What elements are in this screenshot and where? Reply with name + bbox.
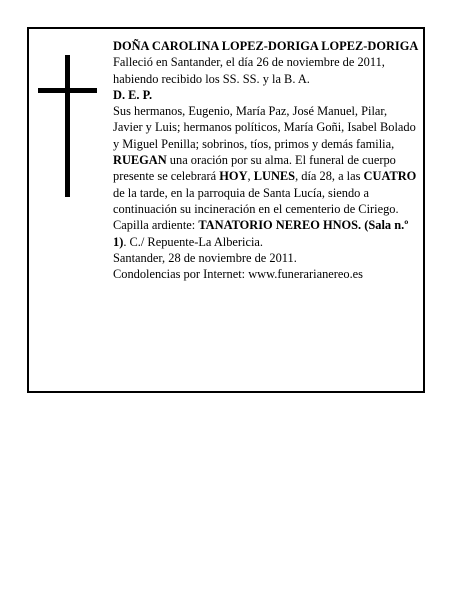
request-text-4: de la tarde, en la parroquia de Santa Lucía, siendo a continuación su incineración en el cementerio de Ciriego. Capilla ardiente: <box>113 185 399 233</box>
cross-icon <box>65 55 70 197</box>
condolences-line: Condolencias por Internet: www.funerarianereo.es <box>113 267 364 282</box>
obituary-text <box>113 38 419 282</box>
deceased-name: DOÑA CAROLINA LOPEZ-DORIGA LOPEZ-DORIGA <box>113 39 419 53</box>
hoy-word: HOY <box>219 169 248 184</box>
death-statement: Falleció en Santander, el día 26 de noviembre de 2011, habiendo recibido los SS. SS. y la B. A. <box>113 55 385 86</box>
tanatorio-name: TANATORIO NEREO HNOS. (Sala n.º 1) <box>113 218 409 249</box>
rip-line: D. E. P. <box>113 87 153 102</box>
request-paragraph <box>113 152 419 250</box>
cuatro-word: CUATRO <box>363 169 417 184</box>
cross-icon-bar <box>38 88 97 93</box>
ruegan-word: RUEGAN <box>113 153 167 168</box>
lunes-word: LUNES <box>253 169 296 184</box>
family-paragraph: Sus hermanos, Eugenio, María Paz, José Manuel, Pilar, Javier y Luis; hermanos políticos, María Goñi, Isabel Bolado y Miguel Penilla; sobrinos, tíos, primos y demás familia, <box>113 104 416 151</box>
date-line: Santander, 28 de noviembre de 2011. <box>113 250 297 265</box>
request-text-3: , día 28, a las <box>295 169 364 184</box>
request-text-1: una oración por su alma. El funeral de cuerpo presente se celebrará <box>113 153 396 184</box>
request-text-2: , <box>247 169 254 184</box>
request-text-5: . C./ Repuente-La Albericia. <box>123 234 264 249</box>
